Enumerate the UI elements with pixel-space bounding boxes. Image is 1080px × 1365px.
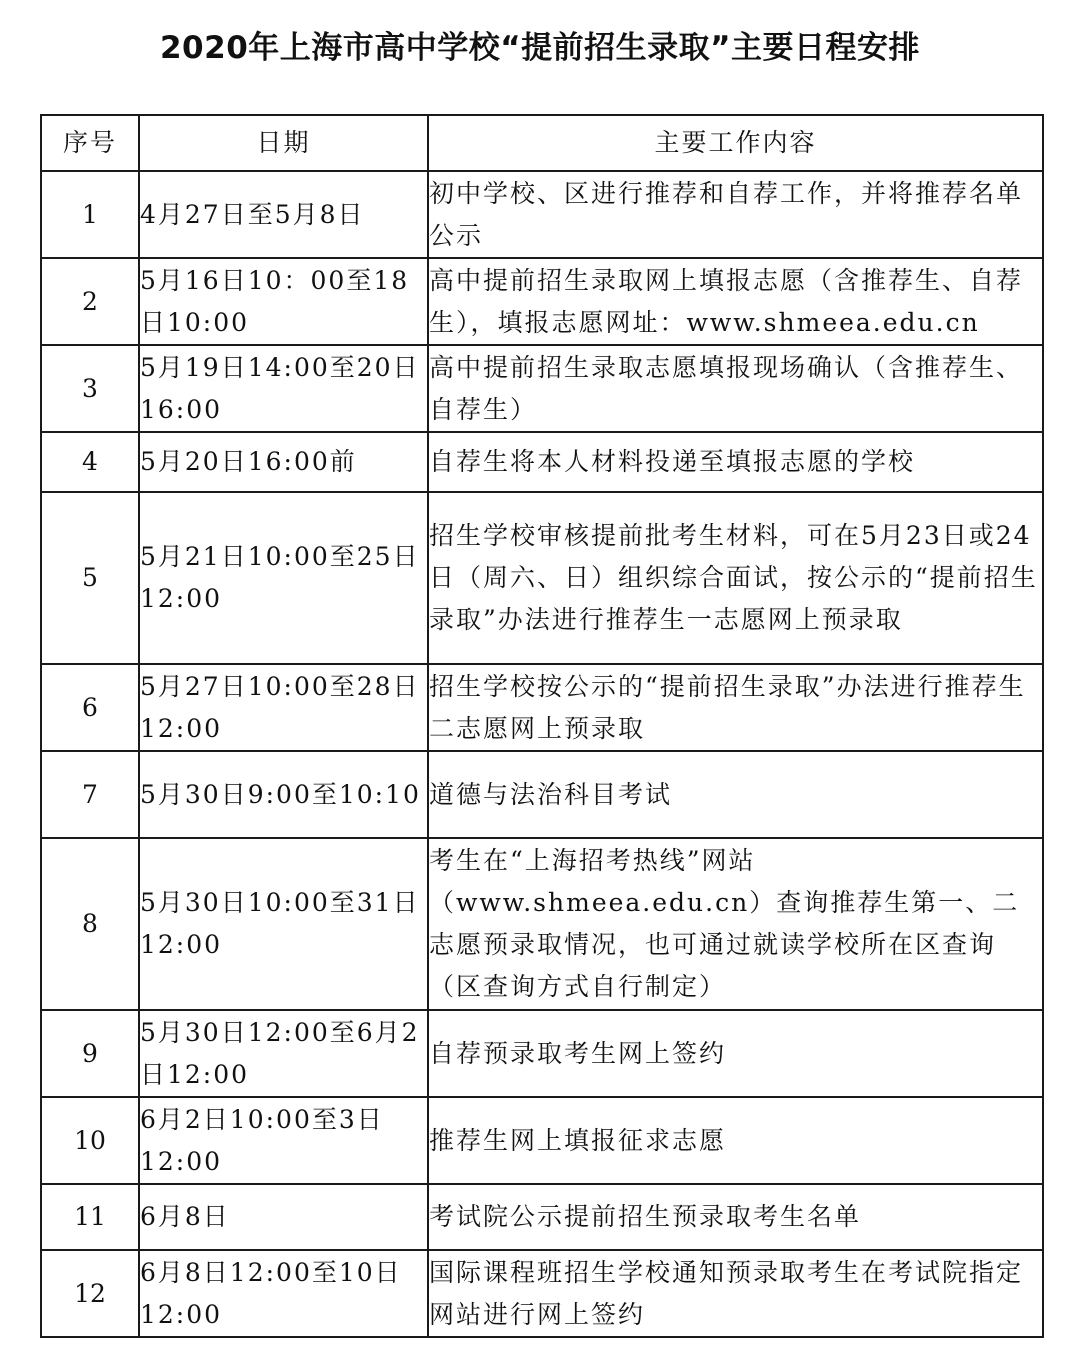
table-row — [41, 1097, 1043, 1184]
row-date: 6月8日12:00至10日12:00 — [139, 1250, 428, 1337]
row-date: 5月30日9:00至10:10 — [139, 751, 428, 838]
row-number: 9 — [41, 1010, 139, 1097]
table-header-row — [41, 115, 1043, 171]
row-date: 5月21日10:00至25日12:00 — [139, 492, 428, 664]
row-content: 考试院公示提前招生预录取考生名单 — [428, 1184, 1043, 1250]
row-content: 自荐生将本人材料投递至填报志愿的学校 — [428, 432, 1043, 492]
row-date: 5月27日10:00至28日12:00 — [139, 664, 428, 751]
row-number: 10 — [41, 1097, 139, 1184]
table-row — [41, 258, 1043, 345]
header-main-content: 主要工作内容 — [428, 115, 1043, 171]
table-row — [41, 1184, 1043, 1250]
header-date: 日期 — [139, 115, 428, 171]
row-content: 初中学校、区进行推荐和自荐工作，并将推荐名单公示 — [428, 171, 1043, 258]
schedule-table — [40, 114, 1044, 1338]
row-date: 6月2日10:00至3日12:00 — [139, 1097, 428, 1184]
row-number: 6 — [41, 664, 139, 751]
row-content: 高中提前招生录取志愿填报现场确认（含推荐生、自荐生） — [428, 345, 1043, 432]
table-row — [41, 751, 1043, 838]
row-date: 5月20日16:00前 — [139, 432, 428, 492]
page-title: 2020年上海市高中学校“提前招生录取”主要日程安排 — [159, 30, 921, 66]
row-date: 5月30日12:00至6月2日12:00 — [139, 1010, 428, 1097]
header-serial-number: 序号 — [41, 115, 139, 171]
row-content: 高中提前招生录取网上填报志愿（含推荐生、自荐生），填报志愿网址：www.shmeea.edu.cn — [428, 258, 1043, 345]
row-number: 3 — [41, 345, 139, 432]
row-content: 道德与法治科目考试 — [428, 751, 1043, 838]
row-number: 1 — [41, 171, 139, 258]
table-row — [41, 1250, 1043, 1337]
row-date: 5月30日10:00至31日12:00 — [139, 838, 428, 1010]
table-row — [41, 1010, 1043, 1097]
row-number: 12 — [41, 1250, 139, 1337]
row-date: 5月19日14:00至20日16:00 — [139, 345, 428, 432]
table-row — [41, 432, 1043, 492]
row-number: 4 — [41, 432, 139, 492]
row-date: 4月27日至5月8日 — [139, 171, 428, 258]
row-number: 11 — [41, 1184, 139, 1250]
row-content: 国际课程班招生学校通知预录取考生在考试院指定网站进行网上签约 — [428, 1250, 1043, 1337]
row-number: 7 — [41, 751, 139, 838]
row-content: 招生学校按公示的“提前招生录取”办法进行推荐生二志愿网上预录取 — [428, 664, 1043, 751]
row-number: 5 — [41, 492, 139, 664]
table-row — [41, 838, 1043, 1010]
row-content: 自荐预录取考生网上签约 — [428, 1010, 1043, 1097]
row-content: 招生学校审核提前批考生材料，可在5月23日或24日（周六、日）组织综合面试，按公示的“提前招生录取”办法进行推荐生一志愿网上预录取 — [428, 492, 1043, 664]
row-content: 推荐生网上填报征求志愿 — [428, 1097, 1043, 1184]
table-row — [41, 345, 1043, 432]
row-date: 5月16日10：00至18日10:00 — [139, 258, 428, 345]
row-content: 考生在“上海招考热线”网站（www.shmeea.edu.cn）查询推荐生第一、二志愿预录取情况，也可通过就读学校所在区查询（区查询方式自行制定） — [428, 838, 1043, 1010]
row-number: 8 — [41, 838, 139, 1010]
row-number: 2 — [41, 258, 139, 345]
table-row — [41, 171, 1043, 258]
table-row — [41, 664, 1043, 751]
row-date: 6月8日 — [139, 1184, 428, 1250]
table-row — [41, 492, 1043, 664]
